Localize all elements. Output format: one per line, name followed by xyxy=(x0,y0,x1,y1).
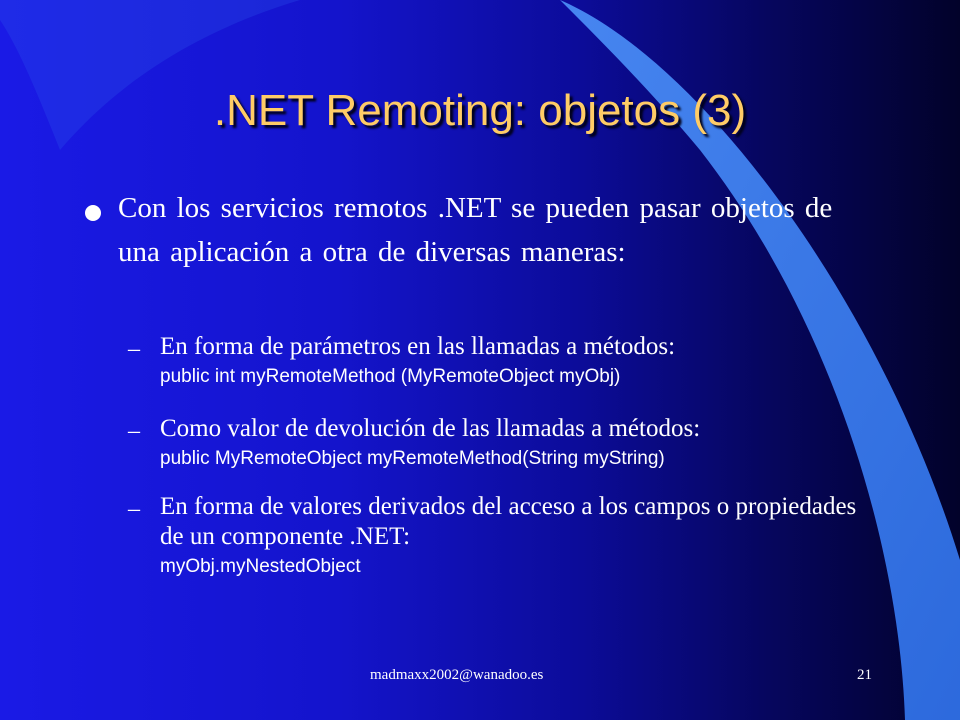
dash-icon: – xyxy=(128,418,140,444)
sub-bullet-3 xyxy=(160,492,880,582)
dash-icon: – xyxy=(128,496,140,522)
sub-bullet-2 xyxy=(160,414,880,474)
sub-bullet-1 xyxy=(160,332,880,392)
sub-bullet-3-text: En forma de valores derivados del acceso a los campos o propiedades de un componente .NET: xyxy=(160,493,857,550)
sub-bullet-2-code: public MyRemoteObject myRemoteMethod(String myString) xyxy=(160,448,665,469)
bullet-dot-icon xyxy=(85,205,101,221)
sub-bullet-1-text: En forma de parámetros en las llamadas a métodos: xyxy=(160,333,676,360)
slide-title: .NET Remoting: objetos (3) xyxy=(213,86,747,135)
main-bullet-text: Con los servicios remotos .NET se pueden pasar objetos de una aplicación a otra de diversas maneras: xyxy=(118,192,833,268)
sub-bullet-3-code: myObj.myNestedObject xyxy=(160,556,361,577)
sub-bullet-2-text: Como valor de devolución de las llamadas a métodos: xyxy=(160,415,701,442)
footer-email: madmaxx2002@wanadoo.es xyxy=(370,667,544,683)
dash-icon: – xyxy=(128,336,140,362)
sub-bullet-1-code: public int myRemoteMethod (MyRemoteObject myObj) xyxy=(160,366,621,387)
page-number: 21 xyxy=(857,667,872,683)
